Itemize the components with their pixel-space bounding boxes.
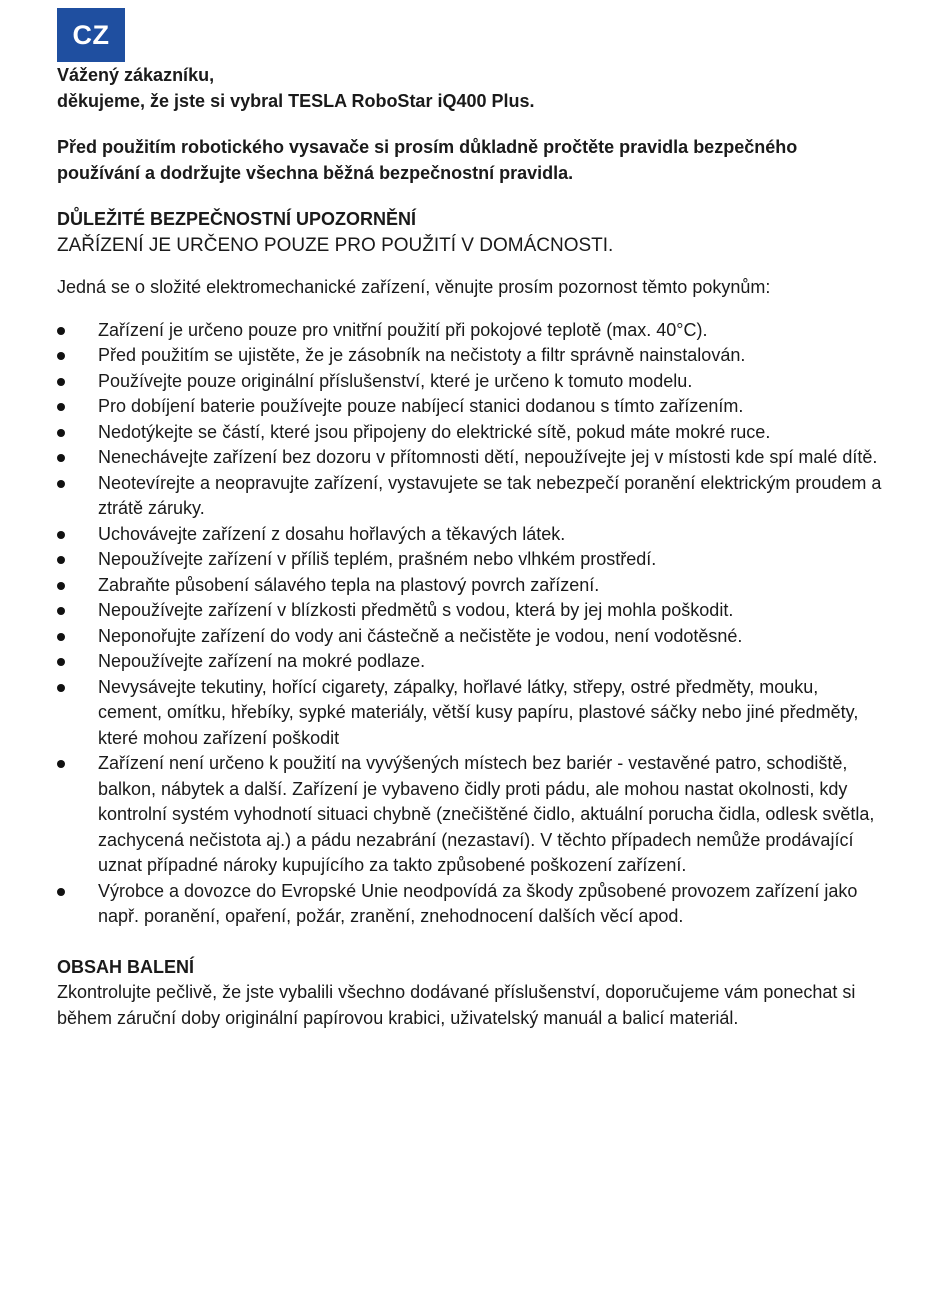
safety-rule-text: Pro dobíjení baterie používejte pouze nabíjecí stanici dodanou s tímto zařízením. bbox=[98, 396, 744, 416]
bullet-icon bbox=[57, 429, 65, 437]
safety-rule-text: Uchovávejte zařízení z dosahu hořlavých a těkavých látek. bbox=[98, 523, 566, 544]
safety-rule-item bbox=[57, 394, 887, 420]
safety-rule-item bbox=[57, 318, 887, 344]
safety-rule-text: Nevysávejte tekutiny, hořící cigarety, zápalky, hořlavé látky, střepy, ostré předměty, mouku, bbox=[98, 676, 819, 697]
intro-paragraph bbox=[57, 135, 887, 186]
safety-rule-item bbox=[57, 420, 887, 446]
bullet-icon bbox=[57, 352, 65, 360]
bullet-icon bbox=[57, 327, 65, 335]
safety-rule-item bbox=[57, 624, 887, 650]
safety-rule-text: zachycená nečistota aj.) a pádu nezabrání (nezastaví). V těchto případech nemůže prodávající bbox=[98, 829, 854, 850]
safety-rule-text: balkon, nábytek a další. Zařízení je vybaveno čidly proti pádu, ale mohou nastat okolnosti, kdy bbox=[98, 778, 848, 799]
safety-rule-item bbox=[57, 522, 887, 548]
package-line: Zkontrolujte pečlivě, že jste vybalili všechno dodávané příslušenství, doporučujeme vám ponechat si bbox=[57, 982, 856, 1002]
safety-rule-text: Zabraňte působení sálavého tepla na plastový povrch zařízení. bbox=[98, 574, 600, 595]
safety-lead: Jedná se o složité elektromechanické zařízení, věnujte prosím pozornost těmto pokynům: bbox=[57, 277, 771, 297]
intro-line: používání a dodržujte všechna běžná bezpečnostní pravidla. bbox=[57, 162, 574, 183]
safety-rule-text: Zařízení není určeno k použití na vyvýšených místech bez bariér - vestavěné patro, schodiště, bbox=[98, 753, 848, 773]
safety-rule-text: kontrolní systém vyhodnotí situaci chybně (znečištěné čidlo, aktuální porucha čidla, odlesk světla, bbox=[98, 804, 875, 824]
safety-rule-item bbox=[57, 751, 887, 879]
safety-rule-item bbox=[57, 598, 887, 624]
safety-rule-text: Nedotýkejte se částí, které jsou připojeny do elektrické sítě, pokud máte mokré ruce. bbox=[98, 421, 771, 442]
safety-rule-item bbox=[57, 471, 887, 522]
package-paragraph bbox=[57, 980, 887, 1031]
bullet-icon bbox=[57, 531, 65, 539]
safety-rule-item bbox=[57, 343, 887, 369]
safety-rule-text: Neotevírejte a neopravujte zařízení, vystavujete se tak nebezpečí poranění elektrickým proudem a bbox=[98, 472, 882, 493]
safety-rule-item bbox=[57, 675, 887, 752]
manual-content bbox=[57, 63, 887, 1031]
bullet-icon bbox=[57, 480, 65, 488]
bullet-icon bbox=[57, 633, 65, 641]
safety-rule-item bbox=[57, 445, 887, 471]
bullet-icon bbox=[57, 582, 65, 590]
greeting bbox=[57, 63, 887, 114]
safety-rule-text: Nepoužívejte zařízení v blízkosti předmětů s vodou, která by jej mohla poškodit. bbox=[98, 600, 734, 620]
safety-rule-item bbox=[57, 573, 887, 599]
bullet-icon bbox=[57, 454, 65, 462]
bullet-icon bbox=[57, 684, 65, 692]
safety-rule-text: Před použitím se ujistěte, že je zásobník na nečistoty a filtr správně nainstalován. bbox=[98, 345, 746, 365]
safety-rule-text: Nenechávejte zařízení bez dozoru v přítomnosti dětí, nepoužívejte jej v místosti kde spí malé dítě. bbox=[98, 447, 878, 467]
safety-rule-text: uznat případné nároky kupujícího za takto způsobené poškození zařízení. bbox=[98, 855, 687, 875]
bullet-icon bbox=[57, 556, 65, 564]
bullet-icon bbox=[57, 378, 65, 386]
package-heading: OBSAH BALENÍ bbox=[57, 956, 195, 977]
safety-rule-text: Používejte pouze originální příslušenství, které je určeno k tomuto modelu. bbox=[98, 370, 693, 391]
bullet-icon bbox=[57, 888, 65, 896]
greeting-thanks: děkujeme, že jste si vybral TESLA RoboStar iQ400 Plus. bbox=[57, 90, 535, 111]
safety-rule-item bbox=[57, 369, 887, 395]
safety-rule-text: např. poranění, opaření, požár, zranění, znehodnocení dalších věcí apod. bbox=[98, 906, 684, 926]
safety-rule-item bbox=[57, 547, 887, 573]
safety-rules-list bbox=[57, 318, 887, 930]
safety-rule-text: Zařízení je určeno pouze pro vnitřní použití při pokojové teplotě (max. 40°C). bbox=[98, 319, 708, 340]
intro-line: Před použitím robotického vysavače si prosím důkladně pročtěte pravidla bezpečného bbox=[57, 137, 798, 157]
safety-subheading: ZAŘÍZENÍ JE URČENO POUZE PRO POUŽITÍ V DOMÁCNOSTI. bbox=[57, 234, 614, 256]
safety-rule-item bbox=[57, 649, 887, 675]
safety-heading: DŮLEŽITÉ BEZPEČNOSTNÍ UPOZORNĚNÍ bbox=[57, 209, 417, 229]
bullet-icon bbox=[57, 403, 65, 411]
bullet-icon bbox=[57, 607, 65, 615]
greeting-salutation: Vážený zákazníku, bbox=[57, 65, 215, 85]
language-badge: CZ bbox=[57, 8, 125, 62]
safety-rule-text: cement, omítku, hřebíky, sypké materiály, větší kusy papíru, plastové sáčky nebo jiné předměty, bbox=[98, 702, 859, 722]
package-line: během záruční doby originální papírovou krabici, uživatelský manuál a balicí materiál. bbox=[57, 1007, 739, 1028]
safety-rule-text: které mohou zařízení poškodit bbox=[98, 727, 340, 748]
safety-rule-text: Výrobce a dovozce do Evropské Unie neodpovídá za škody způsobené provozem zařízení jako bbox=[98, 880, 858, 901]
safety-rule-text: Nepoužívejte zařízení na mokré podlaze. bbox=[98, 651, 426, 671]
bullet-icon bbox=[57, 760, 65, 768]
safety-rule-text: ztrátě záruky. bbox=[98, 498, 205, 518]
safety-rule-item bbox=[57, 879, 887, 930]
safety-rule-text: Nepoužívejte zařízení v příliš teplém, prašném nebo vlhkém prostředí. bbox=[98, 549, 657, 569]
safety-rule-text: Neponořujte zařízení do vody ani částečně a nečistěte je vodou, není vodotěsné. bbox=[98, 625, 743, 646]
bullet-icon bbox=[57, 658, 65, 666]
